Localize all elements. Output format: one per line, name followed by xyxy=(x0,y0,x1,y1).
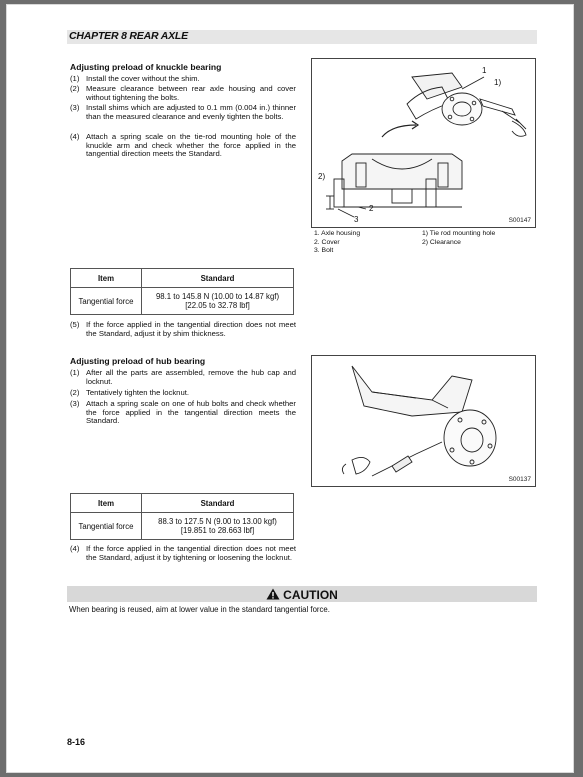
figure1-id: S00147 xyxy=(508,217,531,224)
table1-header-item: Item xyxy=(71,269,142,288)
table1-item: Tangential force xyxy=(71,288,142,315)
manual-page: CHAPTER 8 REAR AXLE Adjusting preload of knuckle bearing (1) Install the cover without the shim. (2) Measure clearance between rear axle housing and cover without tightening the bolts. (3) Install shims which are adjusted to 0.1 mm (0.004 in.) thinner than the measured clearance and evenly tighten the bolts. (4) Attach a spring scale on the tie-rod mounting hole of the knuckle arm and check whether the force applied in the tangential direction meets the Standard. 1 1) 2) 2 3 S00147 1. Axle housing 2. Cover 3. Bolt 1) Tie rod mounting hole 2) Clearance Item Standard Tangential force 98.1 to 145.8 N (10.00 to 14.87 kgf) [22.05 to 32.78 lbf] (5) If the force applied in the tangential direction does not meet the Standard, adjust it by shim thickness. Adjusting preload of hub bearing (1) After all the parts are assembled, remove the hub cap and locknut. (2) Tentatively tighten the locknut. (3) Attach a spring scale on one of hub bolts and check whether the force applied in the tangential direction meets the Standard. S00137 Item Standard Tangential force 88.3 to 127.5 N (9.00 to 13.00 kgf) [19.851 to 28.663 lbf] (4) If the force applied in the tangential direction does not meet the Standard, adjust it by tightening or loosening the locknut. CAUTION When bearing is reused, aim at lower value in the standard tangential force. 8-16 xyxy=(7,5,573,772)
section1-heading: Adjusting preload of knuckle bearing xyxy=(70,62,222,72)
table2-standard: 88.3 to 127.5 N (9.00 to 13.00 kgf) [19.851 to 28.663 lbf] xyxy=(142,513,294,540)
knuckle-bearing-figure xyxy=(311,58,536,228)
table2-header-standard: Standard xyxy=(142,494,294,513)
caution-label: CAUTION xyxy=(283,588,338,602)
figure1-captions-right: 1) Tie rod mounting hole 2) Clearance xyxy=(422,230,496,246)
caution-text: When bearing is reused, aim at lower value in the standard tangential force. xyxy=(69,605,330,614)
figure2-id: S00137 xyxy=(508,476,531,483)
callout-2-paren: 2) xyxy=(318,172,326,181)
hub-bearing-figure xyxy=(311,355,536,487)
knuckle-bearing-illustration xyxy=(312,59,535,227)
callout-2: 2 xyxy=(369,204,374,213)
chapter-header xyxy=(67,30,537,44)
page-number: 8-16 xyxy=(67,737,86,747)
hub-bearing-illustration xyxy=(312,356,535,486)
warning-triangle-icon xyxy=(266,588,280,600)
table1-standard: 98.1 to 145.8 N (10.00 to 14.87 kgf) [22.05 to 32.78 lbf] xyxy=(142,288,294,315)
hub-standard-table xyxy=(70,493,294,540)
knuckle-standard-table xyxy=(70,268,294,315)
table2-item: Tangential force xyxy=(71,513,142,540)
table1-header-standard: Standard xyxy=(142,269,294,288)
section2-heading: Adjusting preload of hub bearing xyxy=(70,356,206,366)
figure1-captions-left: 1. Axle housing 2. Cover 3. Bolt xyxy=(314,230,361,255)
caution-banner xyxy=(67,586,537,602)
callout-1: 1 xyxy=(482,66,487,75)
callout-1-paren: 1) xyxy=(494,78,502,87)
callout-3: 3 xyxy=(354,215,359,224)
table2-header-item: Item xyxy=(71,494,142,513)
chapter-title: CHAPTER 8 REAR AXLE xyxy=(69,30,188,42)
